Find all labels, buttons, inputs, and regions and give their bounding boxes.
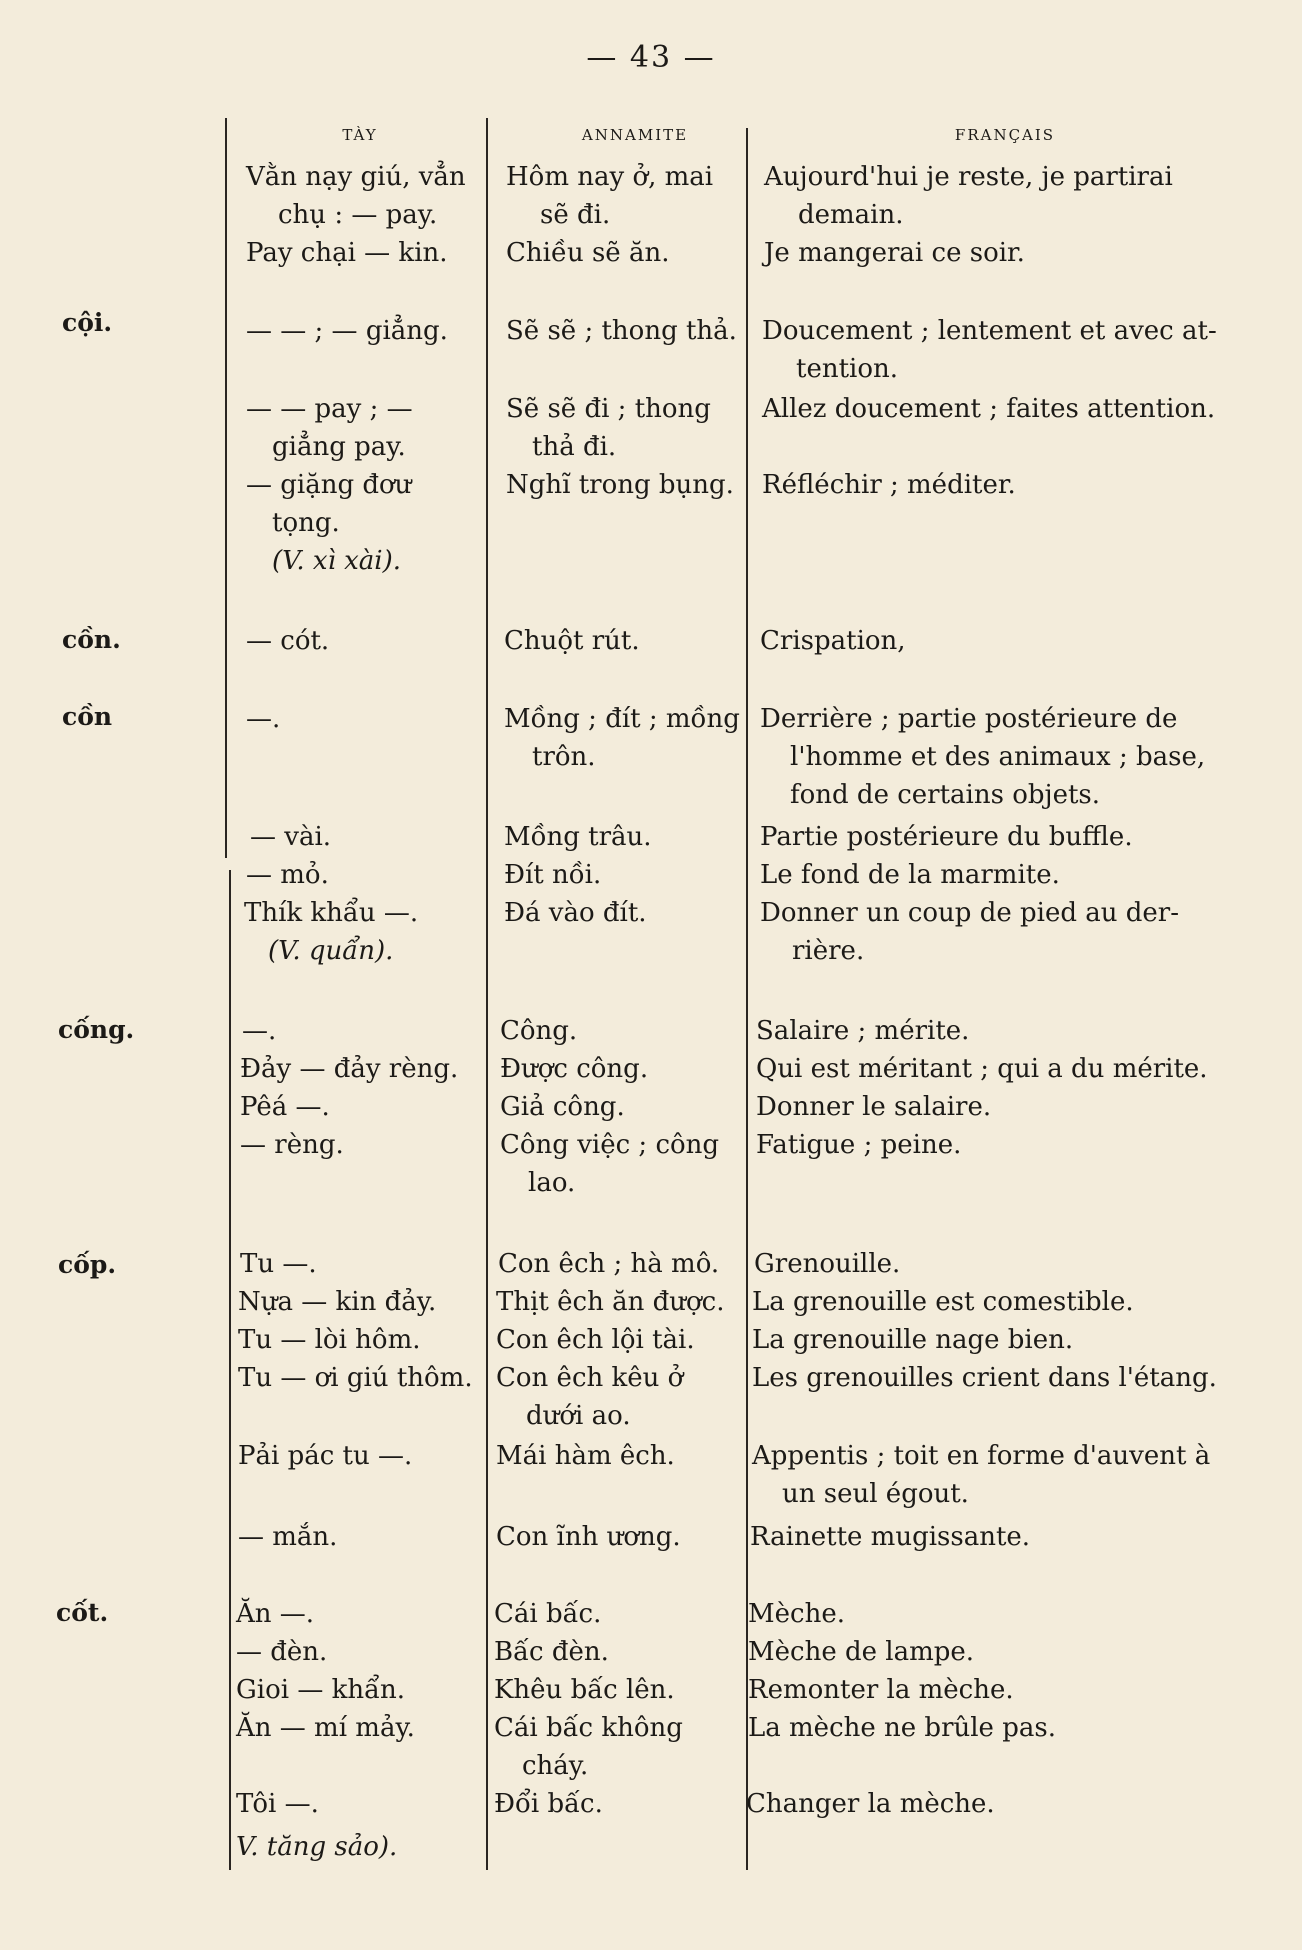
annamite-cell: dưới ao. [526, 1401, 631, 1431]
annamite-cell: cháy. [522, 1751, 589, 1781]
annamite-cell: Đá vào đít. [504, 898, 647, 928]
french-cell: Donner un coup de pied au der- [760, 898, 1179, 928]
french-cell: tention. [796, 354, 899, 384]
tay-cell: Vằn nạy giú, vẳn [246, 162, 466, 192]
french-cell: La mèche ne brûle pas. [748, 1713, 1056, 1743]
annamite-cell: Bấc đèn. [494, 1637, 609, 1667]
header-annamite: ANNAMITE [581, 126, 689, 144]
french-cell: Aujourd'hui je reste, je partirai [764, 162, 1173, 192]
headword: cồn [62, 702, 113, 731]
french-cell: Rainette mugissante. [750, 1522, 1031, 1552]
tay-cell: — giặng đơư [246, 470, 412, 500]
annamite-cell: Nghĩ trong bụng. [506, 470, 734, 500]
tay-cell: — — ; — giẳng. [246, 316, 448, 346]
french-cell: rière. [792, 936, 865, 966]
annamite-cell: Con êch ; hà mô. [498, 1249, 720, 1279]
tay-cell: — mỏ. [246, 860, 329, 890]
french-cell: Appentis ; toit en forme d'auvent à [752, 1441, 1211, 1471]
annamite-cell: trôn. [532, 742, 596, 772]
annamite-cell: thả đi. [532, 432, 617, 462]
french-cell: Derrière ; partie postérieure de [760, 704, 1178, 734]
french-cell: Crispation, [760, 626, 906, 656]
french-cell: Donner le salaire. [756, 1092, 992, 1122]
french-cell: Changer la mèche. [746, 1789, 995, 1819]
headword: cốp. [58, 1250, 117, 1279]
tay-cell: tọng. [272, 508, 340, 538]
page-number: — 43 — [586, 40, 716, 75]
french-cell: Salaire ; mérite. [756, 1016, 970, 1046]
tay-cell: (V. quẩn). [268, 936, 394, 966]
french-cell: Allez doucement ; faites attention. [762, 394, 1216, 424]
french-cell: Je mangerai ce soir. [764, 238, 1025, 268]
annamite-cell: Khêu bấc lên. [494, 1675, 675, 1705]
tay-cell: — rèng. [240, 1130, 344, 1160]
headword: cống. [58, 1015, 135, 1044]
french-cell: Partie postérieure du buffle. [760, 822, 1133, 852]
tay-cell: Đảy — đảy rèng. [240, 1054, 459, 1084]
tay-cell: (V. xì xài). [272, 546, 402, 576]
annamite-cell: Cái bấc không [494, 1713, 683, 1743]
french-cell: Les grenouilles crient dans l'étang. [752, 1363, 1217, 1393]
tay-cell: chụ : — pay. [278, 200, 438, 230]
french-cell: fond de certains objets. [790, 780, 1101, 810]
french-cell: Mèche de lampe. [748, 1637, 975, 1667]
headword: cội. [62, 308, 113, 337]
annamite-cell: Công việc ; công [500, 1130, 720, 1160]
annamite-cell: lao. [528, 1168, 576, 1198]
tay-cell: Tu —. [240, 1249, 317, 1279]
tay-cell: Ăn — mí mảy. [236, 1713, 415, 1743]
french-cell: l'homme et des animaux ; base, [790, 742, 1206, 772]
french-cell: La grenouille est comestible. [752, 1287, 1134, 1317]
tay-cell: Pải pác tu —. [238, 1441, 413, 1471]
french-cell: Le fond de la marmite. [760, 860, 1060, 890]
french-cell: La grenouille nage bien. [752, 1325, 1074, 1355]
tay-cell: Thík khẩu —. [244, 898, 419, 928]
annamite-cell: Được công. [500, 1054, 649, 1084]
tay-cell: —. [242, 1016, 277, 1046]
column-rule-1b [229, 870, 231, 1870]
annamite-cell: Giả công. [500, 1092, 625, 1122]
header-tay: TÀY [342, 126, 378, 144]
tay-cell: Gioi — khẩn. [236, 1675, 406, 1705]
annamite-cell: Thịt êch ăn được. [496, 1287, 725, 1317]
tay-cell: — đèn. [236, 1637, 328, 1667]
french-cell: Réfléchir ; méditer. [762, 470, 1016, 500]
french-cell: Mèche. [748, 1599, 845, 1629]
french-cell: un seul égout. [782, 1479, 969, 1509]
tay-cell: —. [246, 704, 281, 734]
tay-cell: — mắn. [238, 1522, 338, 1552]
tay-cell: V. tăng sảo). [236, 1832, 398, 1862]
annamite-cell: Chiều sẽ ăn. [506, 238, 670, 268]
tay-cell: Pay chại — kin. [246, 238, 448, 268]
annamite-cell: Con êch kêu ở [496, 1363, 684, 1393]
annamite-cell: sẽ đi. [540, 200, 611, 230]
tay-cell: Tu — lòi hôm. [238, 1325, 421, 1355]
annamite-cell: Đít nồi. [504, 860, 602, 890]
annamite-cell: Chuột rút. [504, 626, 640, 656]
tay-cell: Ăn —. [236, 1599, 315, 1629]
tay-cell: — — pay ; — [246, 394, 413, 424]
headword: cốt. [56, 1598, 109, 1627]
french-cell: Remonter la mèche. [748, 1675, 1014, 1705]
tay-cell: — vài. [250, 822, 332, 852]
annamite-cell: Công. [500, 1016, 578, 1046]
column-rule-1a [225, 118, 227, 858]
french-cell: demain. [798, 200, 904, 230]
tay-cell: Tu — ơi giú thôm. [238, 1363, 473, 1393]
header-francais: FRANÇAIS [954, 126, 1056, 144]
french-cell: Qui est méritant ; qui a du mérite. [756, 1054, 1208, 1084]
annamite-cell: Hôm nay ở, mai [506, 162, 714, 192]
annamite-cell: Sẽ sẽ đi ; thong [506, 394, 711, 424]
annamite-cell: Mồng ; đít ; mồng [504, 704, 740, 734]
tay-cell: Nựa — kin đảy. [238, 1287, 437, 1317]
tay-cell: — cót. [246, 626, 330, 656]
headword: cồn. [62, 625, 121, 654]
french-cell: Grenouille. [754, 1249, 901, 1279]
column-rule-2 [486, 118, 488, 1870]
french-cell: Fatigue ; peine. [756, 1130, 962, 1160]
annamite-cell: Cái bấc. [494, 1599, 602, 1629]
annamite-cell: Mồng trâu. [504, 822, 652, 852]
annamite-cell: Đổi bấc. [494, 1789, 603, 1819]
annamite-cell: Con êch lội tài. [496, 1325, 695, 1355]
tay-cell: giẳng pay. [272, 432, 406, 462]
tay-cell: Pêá —. [240, 1092, 330, 1122]
annamite-cell: Con ĩnh ương. [496, 1522, 681, 1552]
tay-cell: Tôi —. [236, 1789, 319, 1819]
french-cell: Doucement ; lentement et avec at- [762, 316, 1217, 346]
annamite-cell: Sẽ sẽ ; thong thả. [506, 316, 737, 346]
annamite-cell: Mái hàm êch. [496, 1441, 675, 1471]
